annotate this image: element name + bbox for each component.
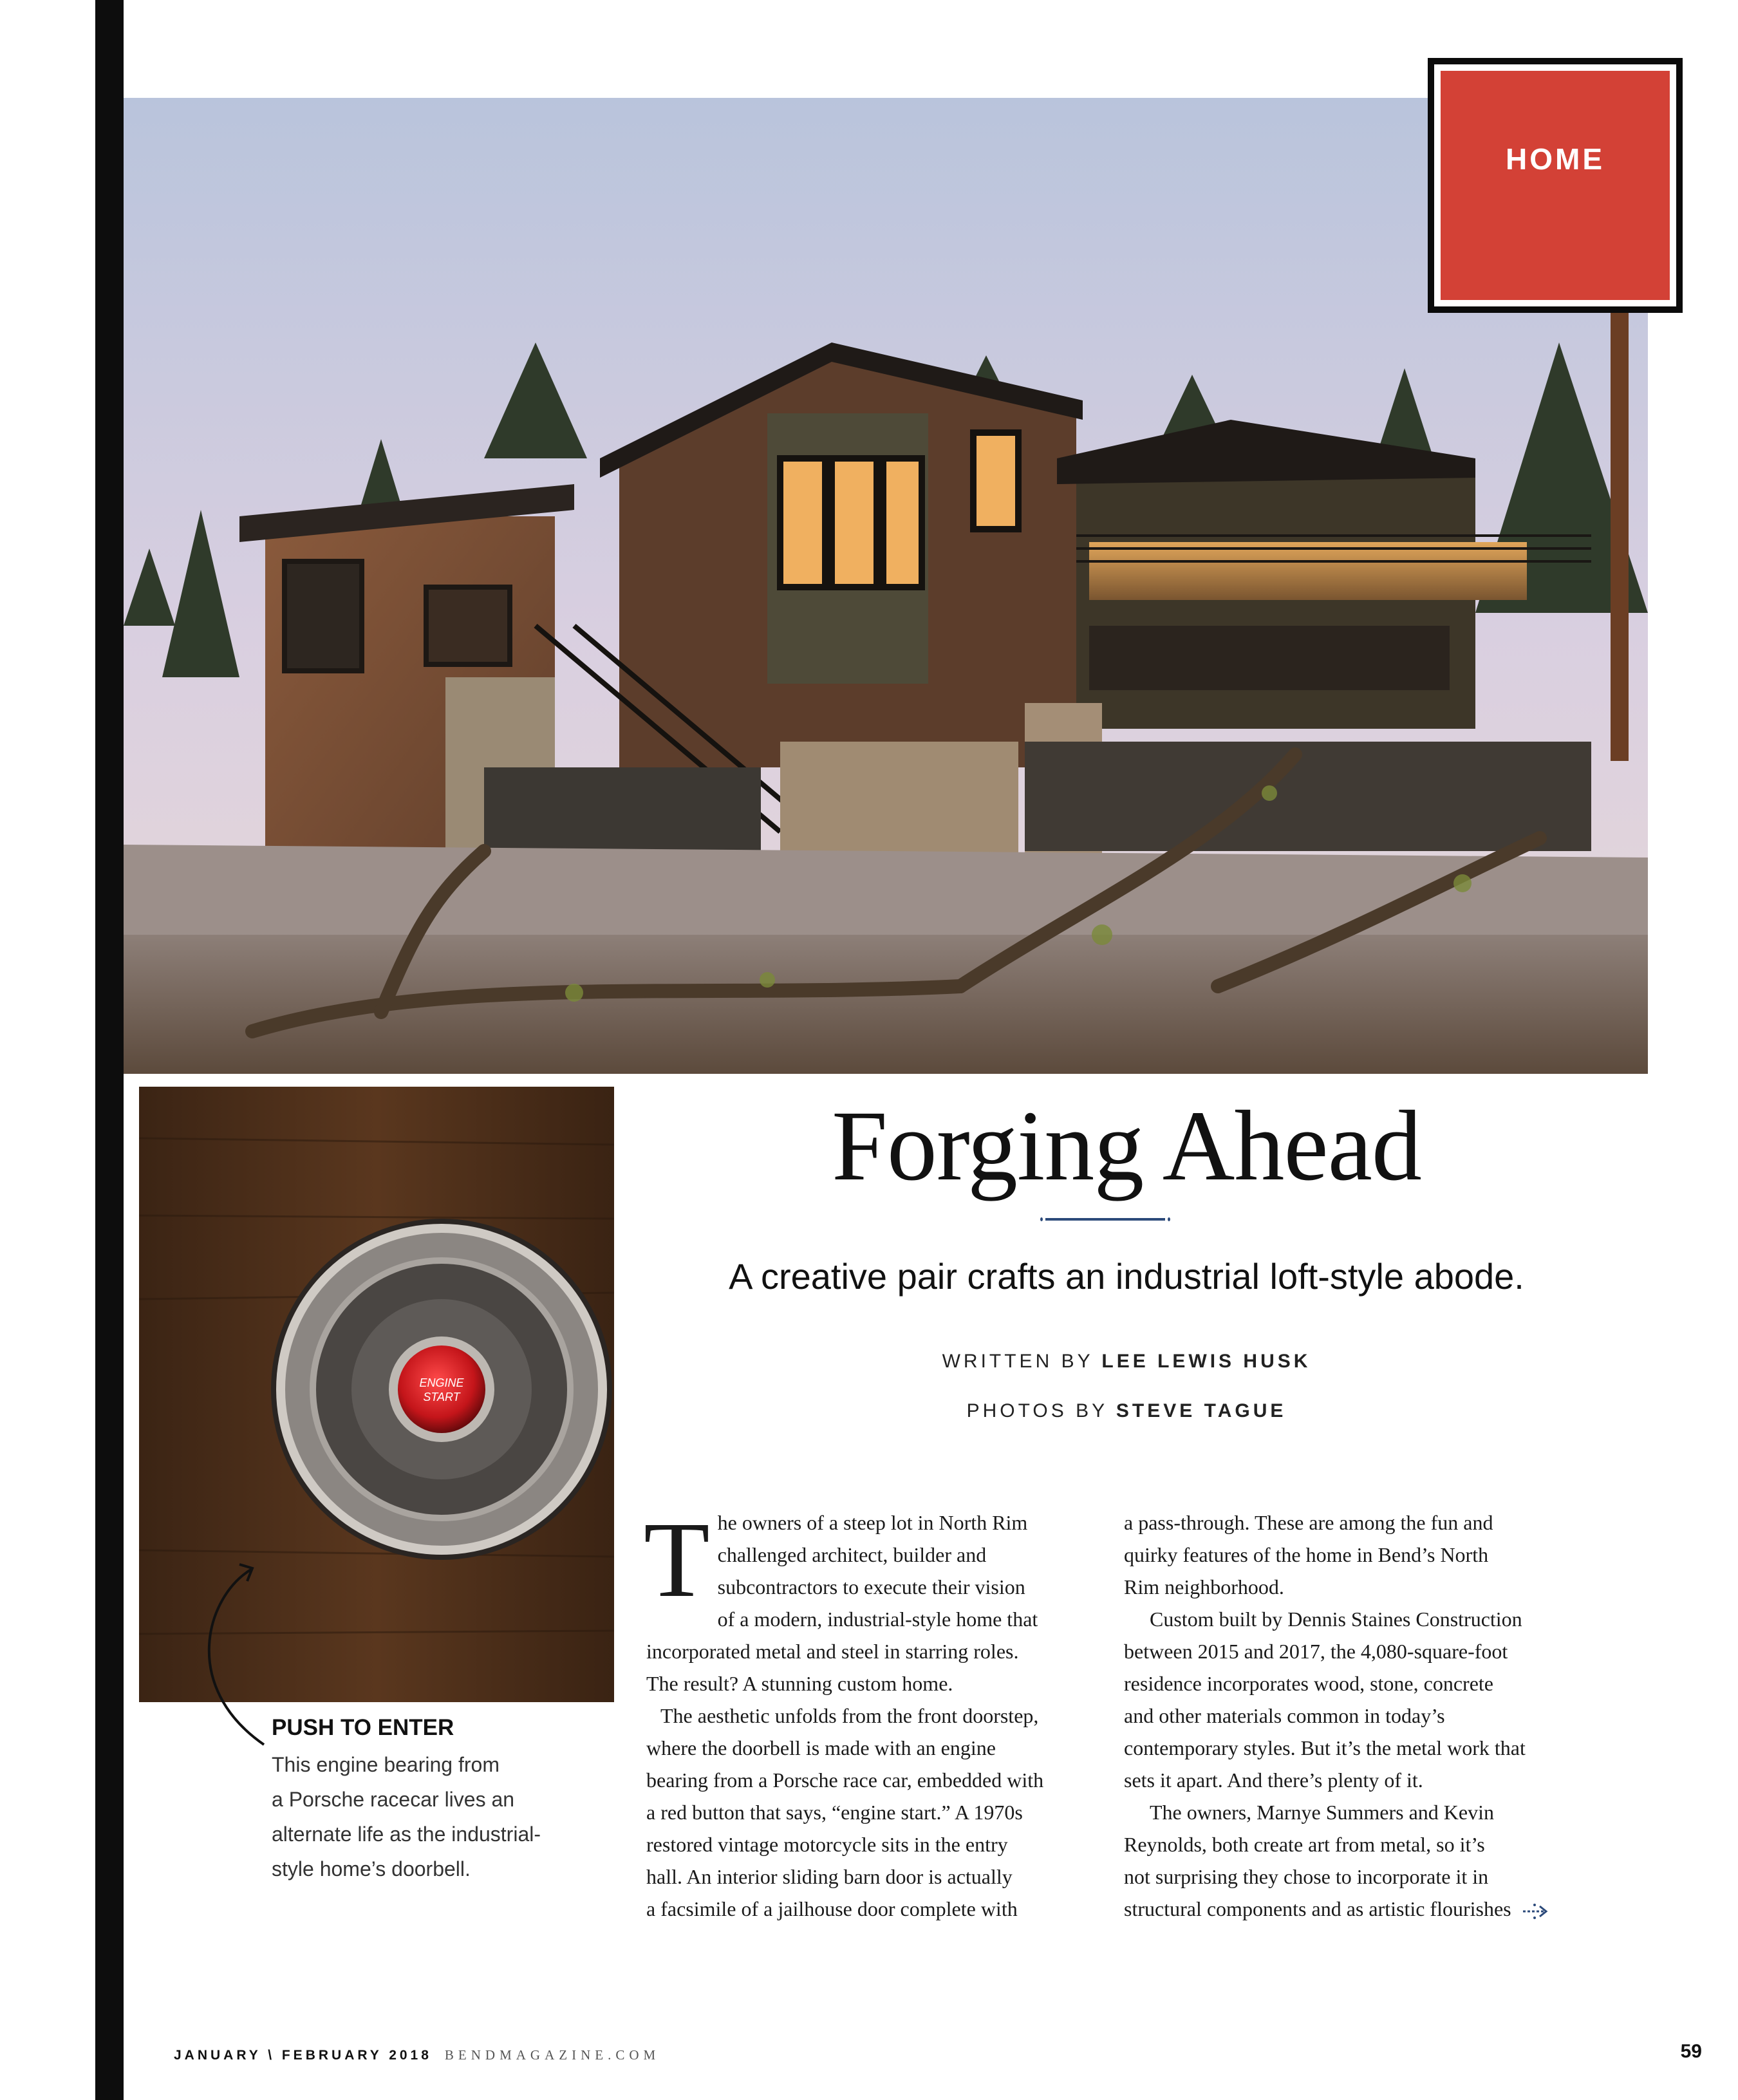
caption-line: This engine bearing from [272, 1753, 500, 1776]
page-number: 59 [1680, 2041, 1702, 2062]
byline-writer-name: LEE LEWIS HUSK [1101, 1351, 1311, 1372]
caption-title: PUSH TO ENTER [272, 1715, 454, 1740]
body-line: quirky features of the home in Bend’s North [1124, 1543, 1489, 1566]
body-line-last [1124, 1893, 1581, 1925]
article-headline: Forging Ahead [832, 1090, 1421, 1201]
headline-divider [1045, 1218, 1165, 1221]
caption-body [272, 1747, 606, 1886]
caption-line: alternate life as the industrial- [272, 1823, 541, 1846]
svg-text:START: START [423, 1391, 460, 1403]
continued-arrow-icon [1520, 1900, 1550, 1923]
body-line: a pass-through. These are among the fun and [1124, 1511, 1493, 1534]
body-line: sets it apart. And there’s plenty of it. [1124, 1768, 1423, 1792]
body-line: residence incorporates wood, stone, concrete [1124, 1672, 1493, 1695]
svg-text:ENGINE: ENGINE [419, 1376, 464, 1389]
caption-arrow-icon [187, 1558, 270, 1751]
body-line: Custom built by Dennis Staines Construction [1150, 1608, 1522, 1631]
body-column-1 [644, 1500, 1097, 1925]
byline-writer [644, 1351, 1609, 1373]
body-line: Rim neighborhood. [1124, 1575, 1284, 1598]
caption-line: style home’s doorbell. [272, 1857, 471, 1880]
drop-cap: T [644, 1500, 710, 1620]
body-column-2 [1124, 1506, 1581, 1925]
article-dek: A creative pair crafts an industrial loft-style abode. [729, 1256, 1524, 1297]
caption-line: a Porsche racecar lives an [272, 1788, 515, 1811]
body-line: he owners of a steep lot in North Rim [717, 1511, 1028, 1534]
body-line: subcontractors to execute their vision [717, 1575, 1025, 1598]
body-line: contemporary styles. But it’s the metal work that [1124, 1736, 1526, 1759]
hero-photo [124, 98, 1648, 1074]
body-line: between 2015 and 2017, the 4,080-square-foot [1124, 1640, 1508, 1663]
footer-issue: JANUARY \ FEBRUARY 2018 [174, 2048, 432, 2063]
body-line: a red button that says, “engine start.” A 1970s [646, 1801, 1023, 1824]
byline-photographer [644, 1400, 1609, 1422]
page-footer [174, 2047, 660, 2063]
footer-site: BENDMAGAZINE.COM [444, 2047, 660, 2063]
body-line: The owners, Marnye Summers and Kevin [1150, 1801, 1494, 1824]
body-line: a facsimile of a jailhouse door complete with [646, 1897, 1018, 1920]
body-line: challenged architect, builder and [717, 1543, 987, 1566]
body-line: The result? A stunning custom home. [646, 1672, 953, 1695]
section-tab-border [1434, 64, 1676, 306]
photo-caption [272, 1715, 606, 1886]
section-tab-label: HOME [1506, 142, 1605, 176]
body-line: of a modern, industrial-style home that [717, 1608, 1038, 1631]
body-line: incorporated metal and steel in starring roles. [646, 1640, 1019, 1663]
body-line: restored vintage motorcycle sits in the entry [646, 1833, 1008, 1856]
body-line: Reynolds, both create art from metal, so it’s [1124, 1833, 1485, 1856]
byline-photographer-name: STEVE TAGUE [1116, 1400, 1287, 1421]
body-line: not surprising they chose to incorporate it in [1124, 1865, 1489, 1888]
body-line-text: structural components and as artistic flourishes [1124, 1897, 1511, 1920]
page-spine-bar [95, 0, 124, 2100]
body-line: hall. An interior sliding barn door is actually [646, 1865, 1013, 1888]
body-line: The aesthetic unfolds from the front doorstep, [660, 1704, 1039, 1727]
byline-writer-label: WRITTEN BY [942, 1351, 1094, 1372]
section-tab-fill [1441, 71, 1670, 300]
section-tab [1428, 58, 1683, 313]
byline-photographer-label: PHOTOS BY [966, 1400, 1108, 1421]
body-line: bearing from a Porsche race car, embedded with [646, 1768, 1044, 1792]
body-line: and other materials common in today’s [1124, 1704, 1445, 1727]
body-line: where the doorbell is made with an engine [646, 1736, 996, 1759]
